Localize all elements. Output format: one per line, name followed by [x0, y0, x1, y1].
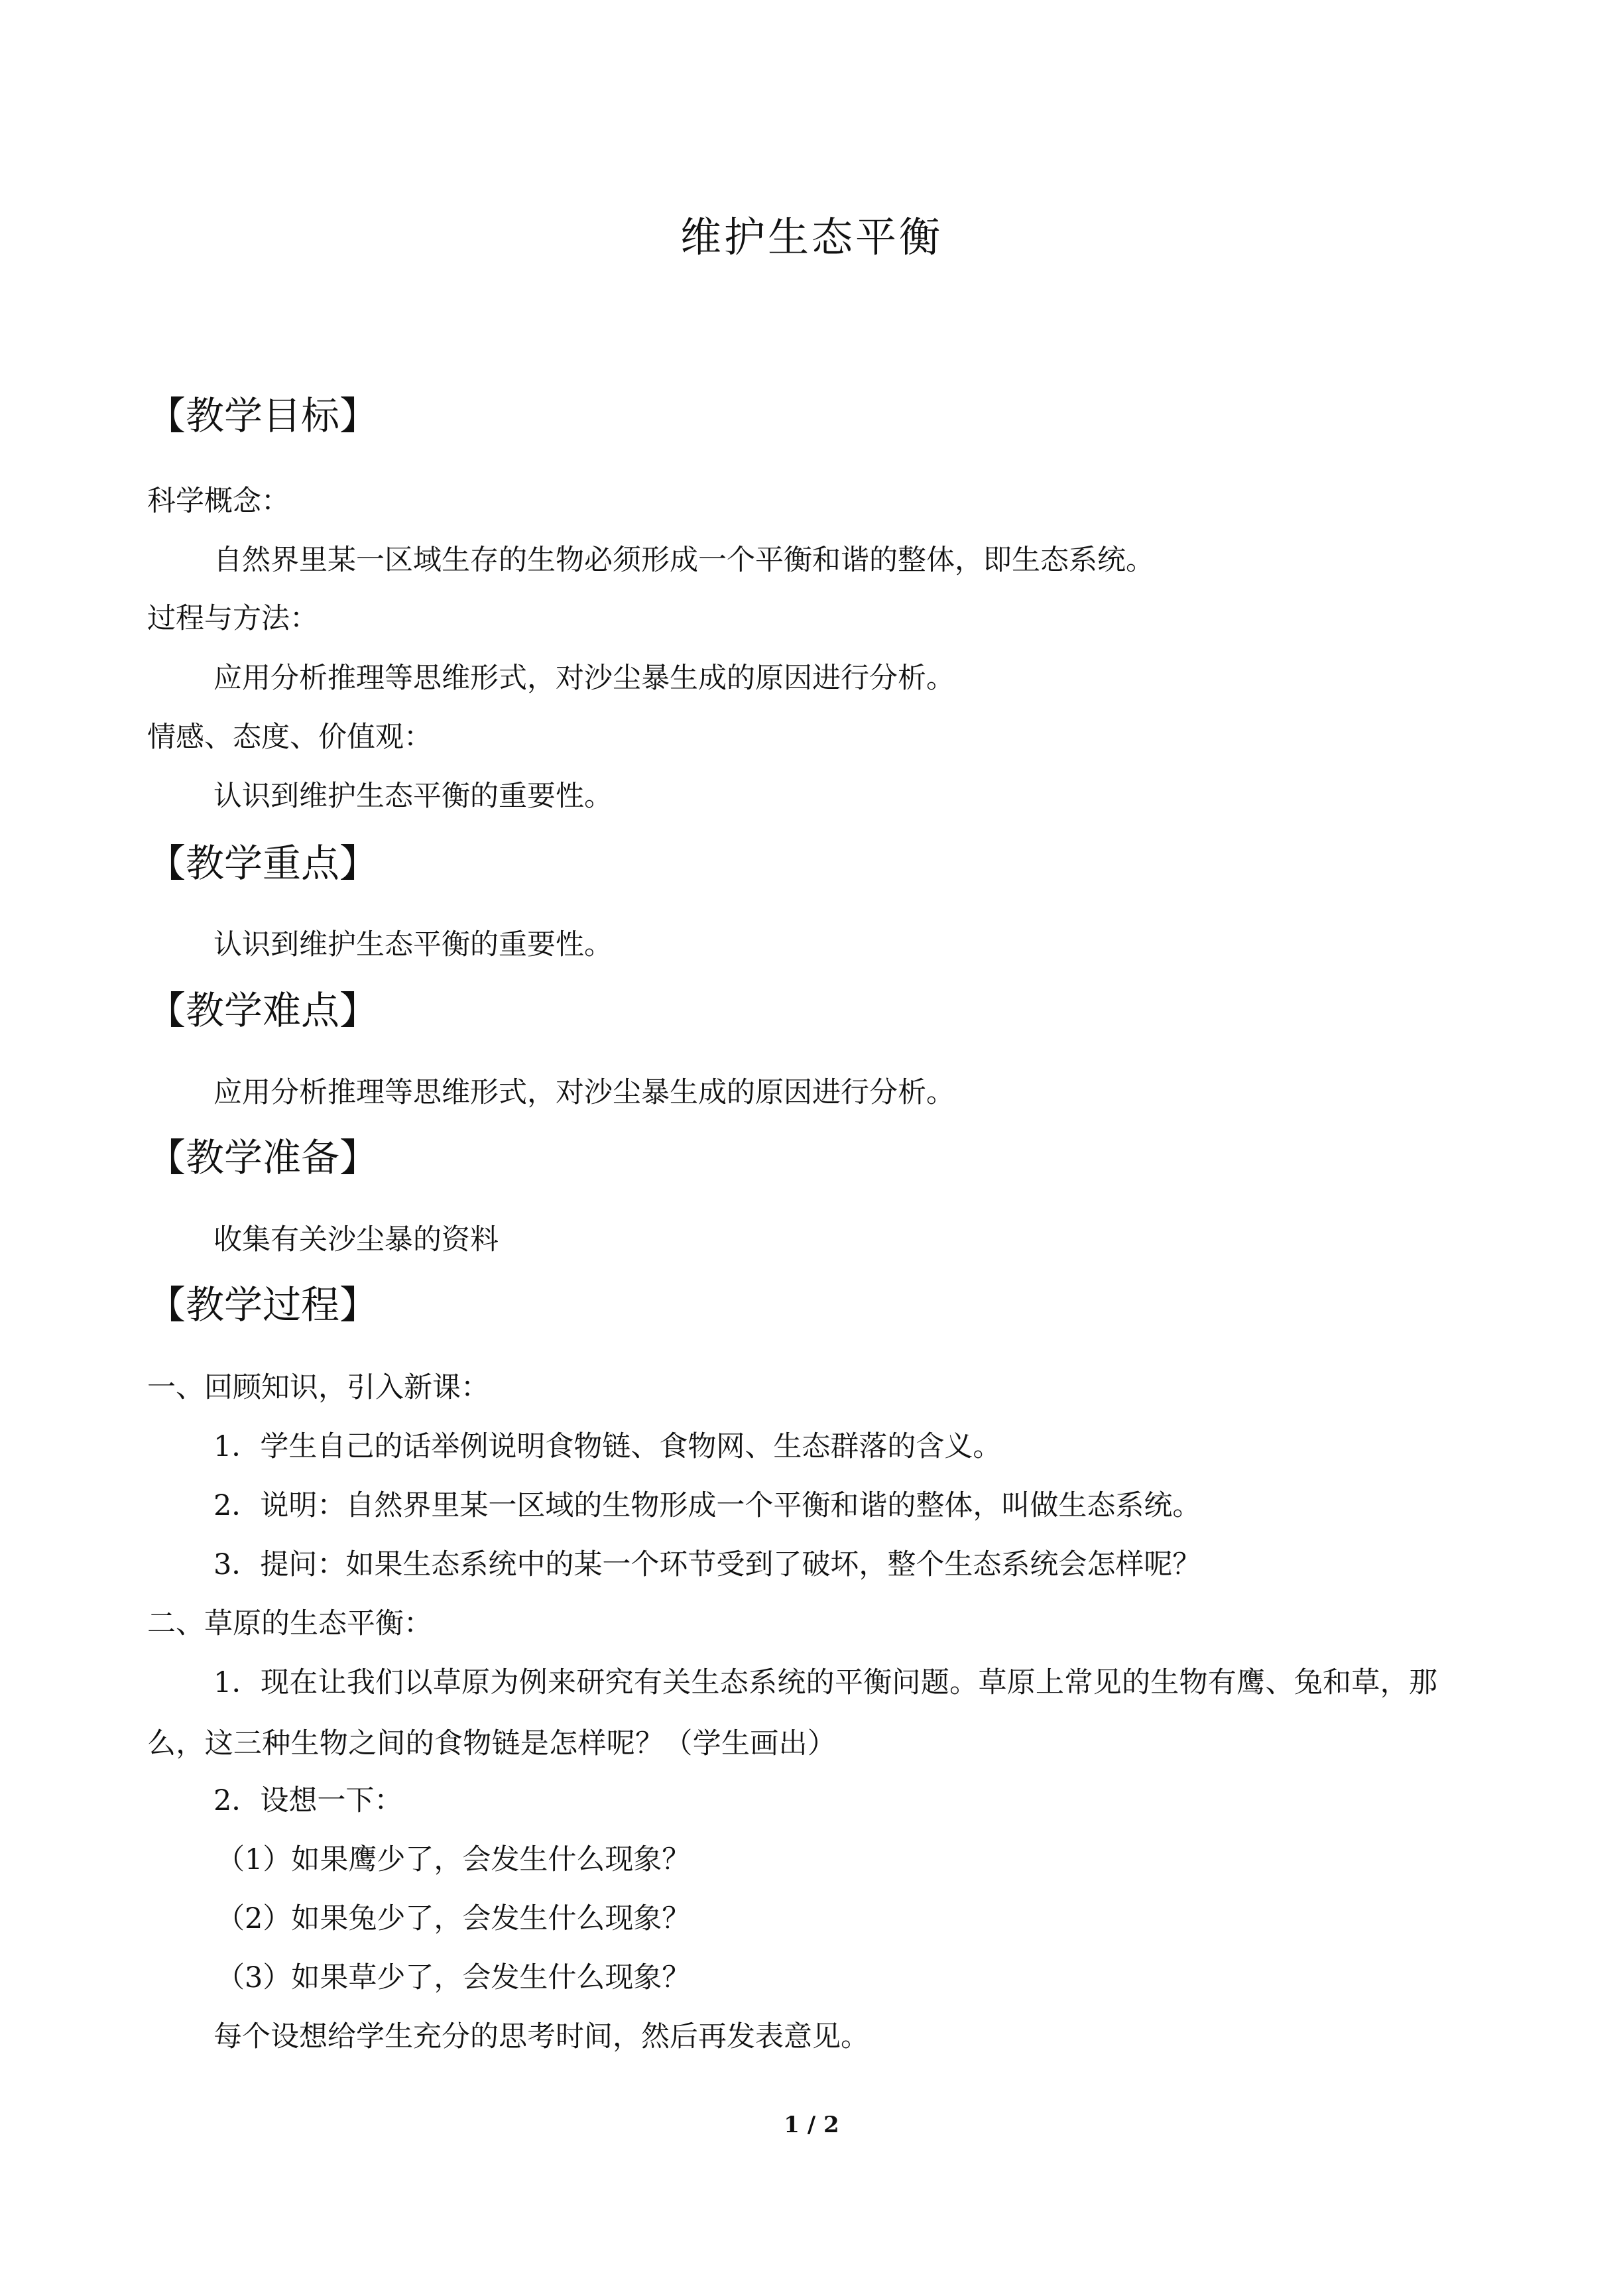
attitude-text: 认识到维护生态平衡的重要性。 — [213, 780, 613, 813]
part2-subitem: （1）如果鹰少了，会发生什么现象？ — [216, 1843, 691, 1876]
difficulties-text: 应用分析推理等思维形式，对沙尘暴生成的原因进行分析。 — [213, 1076, 955, 1109]
part2-title: 二、草原的生态平衡： — [147, 1607, 432, 1640]
part2-subitem: （2）如果兔少了，会发生什么现象？ — [216, 1902, 691, 1935]
document-title: 维护生态平衡 — [680, 213, 943, 261]
part2-item-1: 1．现在让我们以草原为例来研究有关生态系统的平衡问题。草原上常见的生物有鹰、兔和草，那么，这三种生物之间的食物链是怎样呢？（学生画出） — [147, 1666, 1438, 1760]
heading-key-points: 【教学重点】 — [147, 841, 379, 886]
process-method-text: 应用分析推理等思维形式，对沙尘暴生成的原因进行分析。 — [213, 662, 955, 695]
key-points-text: 认识到维护生态平衡的重要性。 — [213, 928, 613, 961]
part1-item: 2．说明：自然界里某一区域的生物形成一个平衡和谐的整体，叫做生态系统。 — [213, 1489, 1201, 1522]
heading-difficulties: 【教学难点】 — [147, 988, 379, 1033]
part1-title: 一、回顾知识，引入新课： — [147, 1371, 489, 1404]
attitude-label: 情感、态度、价值观： — [147, 721, 432, 754]
concept-label: 科学概念： — [147, 485, 290, 518]
process-method-label: 过程与方法： — [147, 602, 318, 635]
heading-process: 【教学过程】 — [147, 1282, 379, 1327]
part2-note: 每个设想给学生充分的思考时间，然后再发表意见。 — [213, 2020, 869, 2053]
part1-item: 1．学生自己的话举例说明食物链、食物网、生态群落的含义。 — [213, 1430, 1002, 1463]
page-number: 1 / 2 — [784, 2112, 839, 2138]
heading-objectives: 【教学目标】 — [147, 393, 379, 438]
concept-text: 自然界里某一区域生存的生物必须形成一个平衡和谐的整体，即生态系统。 — [213, 544, 1154, 577]
preparation-text: 收集有关沙尘暴的资料 — [213, 1223, 499, 1256]
part1-item: 3．提问：如果生态系统中的某一个环节受到了破坏，整个生态系统会怎样呢？ — [213, 1548, 1201, 1581]
part2-subitem: （3）如果草少了，会发生什么现象？ — [216, 1961, 691, 1994]
heading-preparation: 【教学准备】 — [147, 1135, 379, 1180]
part2-item-2: 2．设想一下： — [213, 1784, 403, 1817]
